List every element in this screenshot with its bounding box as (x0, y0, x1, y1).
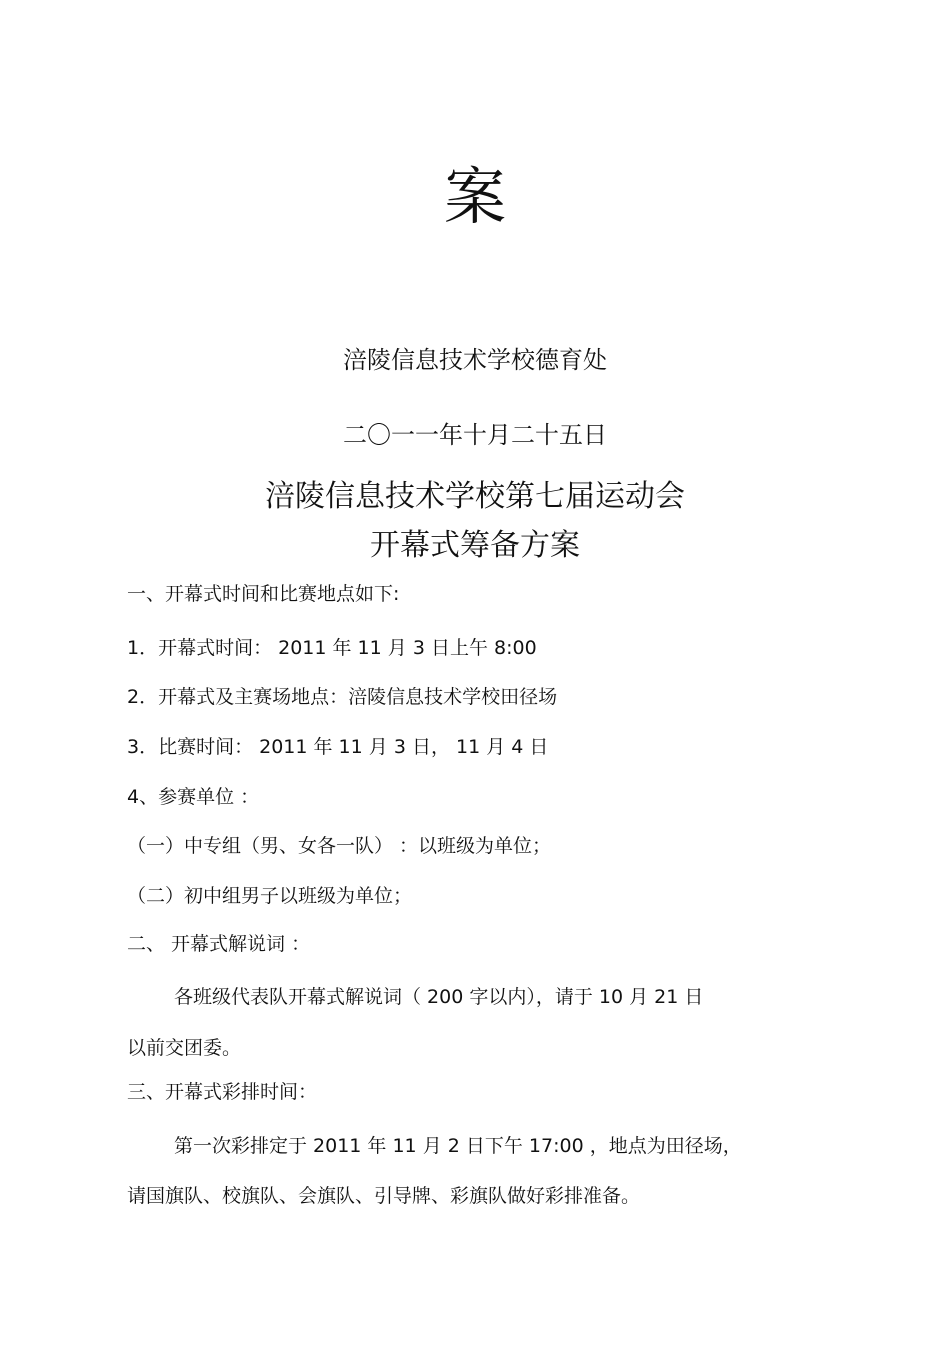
venue-item: 2．开幕式及主赛场地点：涪陵信息技术学校田径场 (127, 686, 558, 708)
issue-date: 二〇一一年十月二十五日 (343, 421, 607, 449)
participants-subitem-2: （二）初中组男子以班级为单位； (127, 885, 413, 907)
document-title-line-2: 开幕式筹备方案 (370, 528, 580, 563)
competition-time-item: 3．比赛时间： 2011 年 11 月 3 日， 11 月 4 日 (127, 736, 549, 758)
document-title-line-1: 涪陵信息技术学校第七届运动会 (265, 479, 685, 514)
department-name: 涪陵信息技术学校德育处 (343, 346, 607, 374)
rehearsal-paragraph-line-2: 请国旗队、校旗队、会旗队、引导牌、彩旗队做好彩排准备。 (127, 1185, 641, 1207)
commentary-paragraph-line-2: 以前交团委。 (127, 1037, 242, 1059)
section-2-heading: 二、 开幕式解说词 ： (127, 933, 311, 955)
cover-title-char: 案 (443, 160, 506, 233)
section-1-heading: 一、开幕式时间和比赛地点如下: (127, 583, 400, 605)
rehearsal-paragraph-line-1: 第一次彩排定于 2011 年 11 月 2 日下午 17:00 ，地点为田径场， (174, 1135, 742, 1157)
participants-subitem-1: （一）中专组（男、女各一队） ：以班级为单位； (127, 835, 552, 857)
participants-item: 4、参赛单位 ： (127, 786, 260, 808)
commentary-paragraph-line-1: 各班级代表队开幕式解说词（ 200 字以内），请于 10 月 21 日 (174, 986, 704, 1008)
section-3-heading: 三、开幕式彩排时间： (127, 1081, 318, 1103)
opening-time-item: 1．开幕式时间： 2011 年 11 月 3 日上午 8:00 (127, 637, 537, 659)
